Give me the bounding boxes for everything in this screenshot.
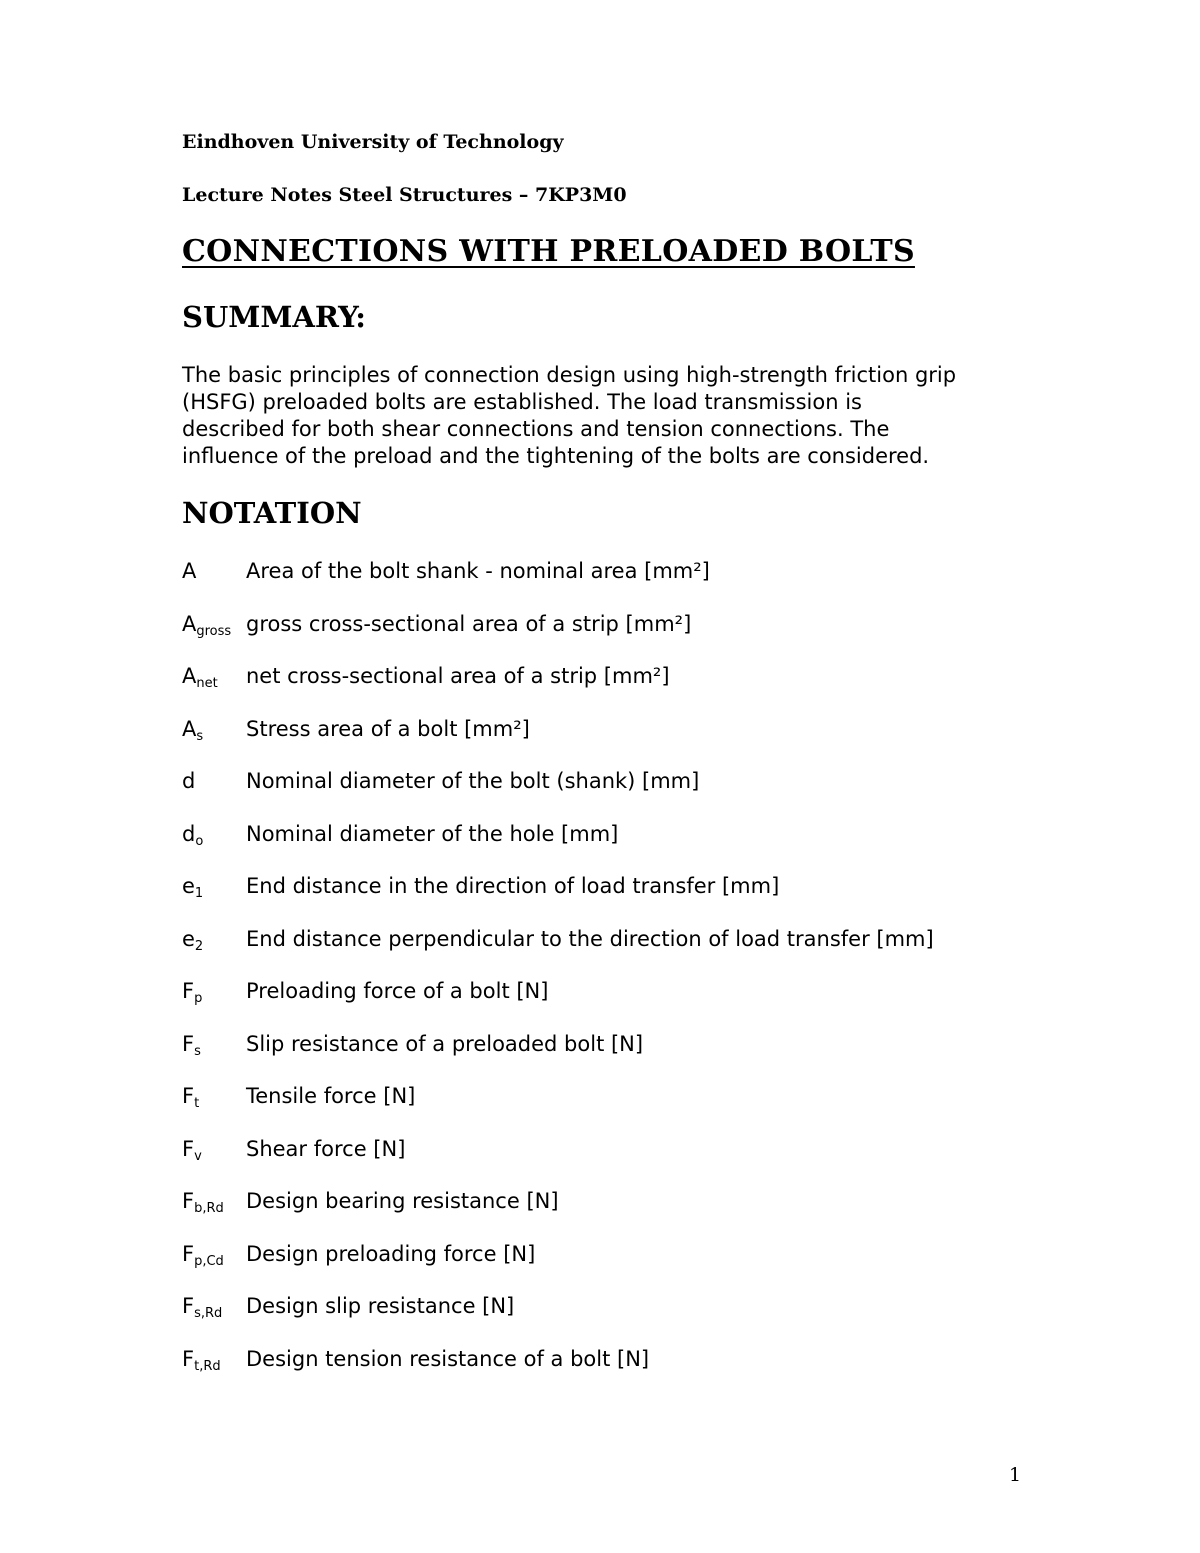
symbol-subscript: s,Rd	[194, 1306, 223, 1321]
notation-symbol	[182, 1189, 246, 1216]
notation-description: Preloading force of a bolt [N]	[246, 979, 549, 1003]
page-number: 1	[1009, 1464, 1022, 1486]
notation-description: Shear force [N]	[246, 1137, 406, 1161]
symbol-base: F	[182, 979, 195, 1003]
notation-heading: NOTATION	[182, 496, 362, 530]
notation-symbol	[182, 1084, 246, 1111]
notation-symbol	[182, 769, 246, 793]
symbol-base: d	[182, 822, 196, 846]
notation-symbol	[182, 1242, 246, 1269]
symbol-base: A	[182, 717, 197, 741]
notation-symbol	[182, 874, 246, 901]
symbol-subscript: p	[194, 991, 203, 1006]
notation-symbol	[182, 1347, 246, 1374]
notation-symbol	[182, 979, 246, 1006]
notation-symbol	[182, 559, 246, 583]
symbol-base: F	[182, 1032, 195, 1056]
symbol-base: F	[182, 1242, 195, 1266]
symbol-subscript: t	[194, 1096, 200, 1111]
summary-paragraph	[182, 362, 1012, 470]
notation-description: Nominal diameter of the bolt (shank) [mm]	[246, 769, 700, 793]
symbol-subscript: s	[194, 1044, 201, 1059]
notation-description: Tensile force [N]	[246, 1084, 416, 1108]
symbol-base: F	[182, 1294, 195, 1318]
notation-description: Slip resistance of a preloaded bolt [N]	[246, 1032, 644, 1056]
symbol-subscript: 2	[194, 939, 204, 954]
notation-symbol	[182, 1137, 246, 1164]
notation-symbol	[182, 612, 246, 639]
notation-description: Nominal diameter of the hole [mm]	[246, 822, 619, 846]
summary-line: (HSFG) preloaded bolts are established. The load transmission is	[182, 390, 862, 414]
university-name: Eindhoven University of Technology	[182, 131, 564, 153]
symbol-subscript: net	[196, 676, 218, 691]
symbol-subscript: o	[195, 834, 204, 849]
symbol-subscript: 1	[194, 886, 204, 901]
course-title: Lecture Notes Steel Structures – 7KP3M0	[182, 184, 627, 206]
symbol-base: F	[182, 1137, 195, 1161]
symbol-base: e	[182, 874, 195, 898]
symbol-base: d	[182, 769, 196, 793]
symbol-subscript: b,Rd	[194, 1201, 224, 1216]
document-title: CONNECTIONS WITH PRELOADED BOLTS	[182, 234, 915, 269]
notation-symbol	[182, 717, 246, 744]
notation-symbol	[182, 1032, 246, 1059]
notation-description: Design preloading force [N]	[246, 1242, 536, 1266]
summary-line: influence of the preload and the tightening of the bolts are considered.	[182, 444, 930, 468]
notation-description: Design slip resistance [N]	[246, 1294, 515, 1318]
notation-symbol	[182, 664, 246, 691]
symbol-base: F	[182, 1189, 195, 1213]
notation-symbol	[182, 1294, 246, 1321]
symbol-subscript: gross	[196, 624, 232, 639]
summary-line: The basic principles of connection design using high-strength friction grip	[182, 363, 957, 387]
symbol-subscript: v	[194, 1149, 202, 1164]
symbol-subscript: p,Cd	[194, 1254, 224, 1269]
symbol-subscript: s	[196, 729, 204, 744]
notation-description: Design bearing resistance [N]	[246, 1189, 559, 1213]
notation-description: Design tension resistance of a bolt [N]	[246, 1347, 650, 1371]
notation-description: Area of the bolt shank - nominal area [mm²]	[246, 559, 710, 583]
notation-symbol	[182, 822, 246, 849]
symbol-base: F	[182, 1084, 195, 1108]
notation-symbol	[182, 927, 246, 954]
notation-description: gross cross-sectional area of a strip [mm²]	[246, 612, 692, 636]
symbol-base: A	[182, 664, 197, 688]
notation-description: net cross-sectional area of a strip [mm²]	[246, 664, 670, 688]
summary-line: described for both shear connections and tension connections. The	[182, 417, 890, 441]
notation-description: End distance in the direction of load transfer [mm]	[246, 874, 780, 898]
symbol-base: e	[182, 927, 195, 951]
summary-heading: SUMMARY:	[182, 300, 366, 334]
symbol-subscript: t,Rd	[194, 1359, 221, 1374]
symbol-base: A	[182, 612, 197, 636]
notation-description: Stress area of a bolt [mm²]	[246, 717, 530, 741]
notation-description: End distance perpendicular to the direction of load transfer [mm]	[246, 927, 934, 951]
symbol-base: F	[182, 1347, 195, 1371]
symbol-base: A	[182, 559, 197, 583]
